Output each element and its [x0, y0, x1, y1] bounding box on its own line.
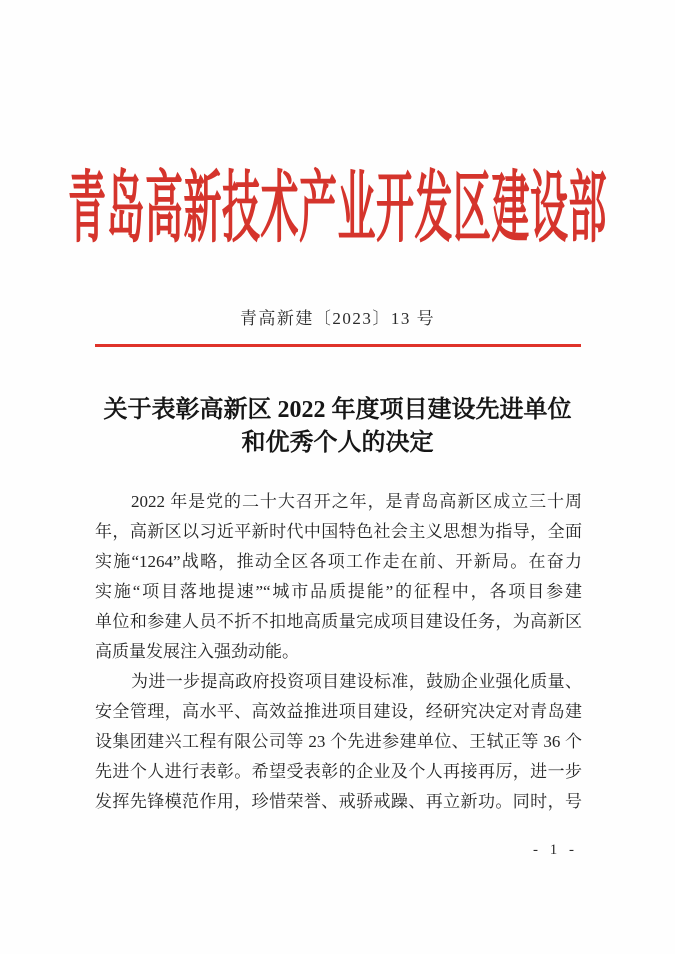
document-header	[0, 156, 675, 253]
body-paragraph-1	[95, 487, 582, 667]
page-number: - 1 -	[533, 842, 578, 858]
document-title-line-1: 关于表彰高新区 2022 年度项目建设先进单位	[103, 397, 572, 423]
document-number: 青高新建〔2023〕13 号	[239, 309, 436, 328]
document-title	[0, 394, 675, 460]
body-line: 为进一步提高政府投资项目建设标准，鼓励企业强化质量、	[131, 672, 582, 691]
document-title-line-2: 和优秀个人的决定	[241, 430, 434, 456]
body-line: 设集团建兴工程有限公司等 23 个先进参建单位、王轼正等 36 个	[95, 732, 582, 751]
body-line: 2022 年是党的二十大召开之年，是青岛高新区成立三十周	[131, 492, 582, 511]
agency-name-title: 青岛高新技术产业开发区建设部	[67, 166, 607, 253]
document-body	[95, 487, 582, 817]
body-line: 发挥先锋模范作用，珍惜荣誉、戒骄戒躁、再立新功。同时，号	[95, 792, 582, 811]
body-line: 安全管理，高水平、高效益推进项目建设，经研究决定对青岛建	[95, 702, 582, 721]
body-line: 年，高新区以习近平新时代中国特色社会主义思想为指导，全面	[95, 522, 582, 541]
red-separator-line	[95, 344, 581, 347]
body-line: 单位和参建人员不折不扣地高质量完成项目建设任务，为高新区	[95, 612, 582, 631]
body-line: 实施“1264”战略，推动全区各项工作走在前、开新局。在奋力	[95, 552, 582, 571]
body-line: 先进个人进行表彰。希望受表彰的企业及个人再接再厉，进一步	[95, 762, 582, 781]
body-line: 高质量发展注入强劲动能。	[95, 642, 299, 661]
body-paragraph-2	[95, 667, 582, 817]
body-line: 实施“项目落地提速”“城市品质提能”的征程中，各项目参建	[95, 582, 582, 601]
